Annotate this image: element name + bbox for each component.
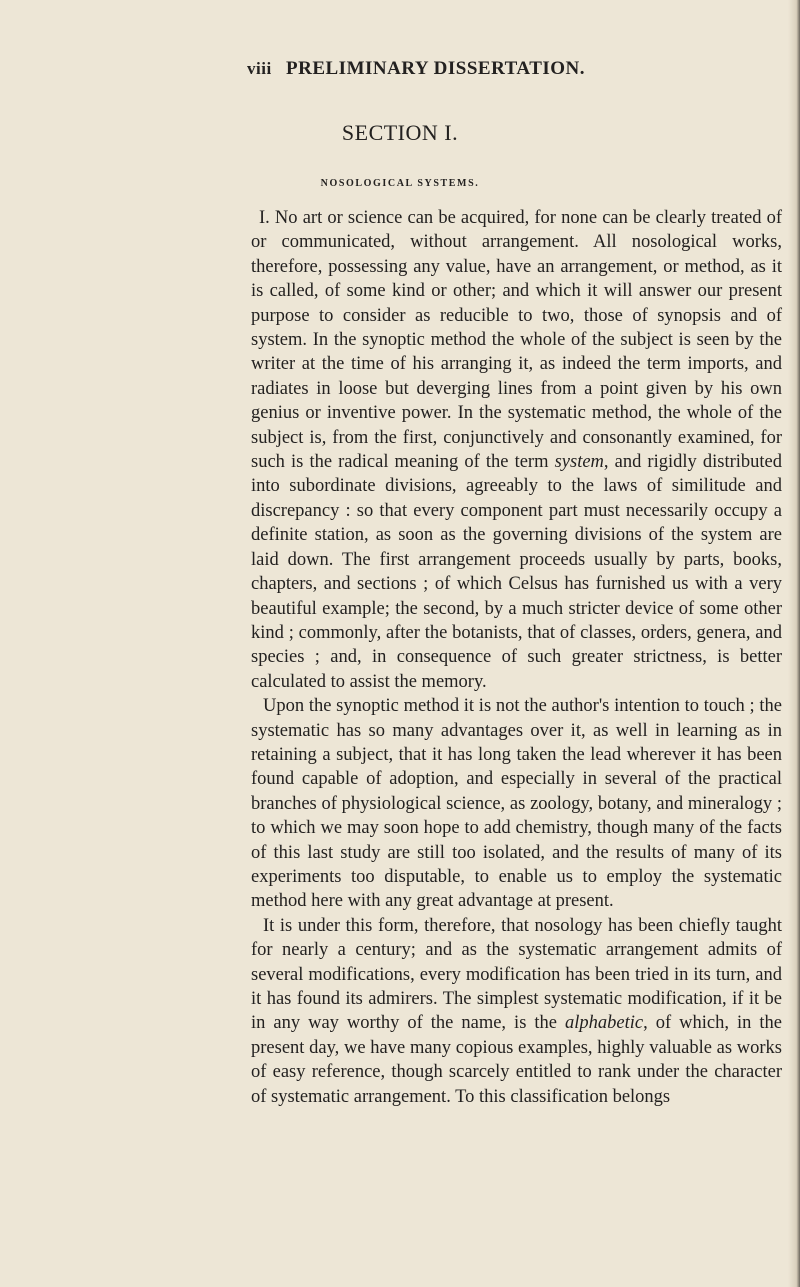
- paragraph-text: I. No art or science can be acquired, for none can be clearly treated of or communicated, without arrangement. All nosological works, therefore, possessing any value, have an arrangement, or method, as it is called, of some kind or other; and which it will answer our present purpose to consider as reducible to two, those of synopsis and of system. In the synoptic method the whole of the subject is seen by the writer at the time of his arranging it, as indeed the term imports, and radiates in loose but deverging lines from a point given by his own genius or inventive power. In the systematic method, the whole of the subject is, from the first, conjunctively and consonantly examined, for such is the radical meaning of the term: [251, 208, 782, 473]
- paragraph-text: Upon the synoptic method it is not the author's intention to touch ; the systematic has so many advantages over it, as well in learning as in retaining a subject, that it has long taken the lead wherever it has been found capable of adoption, and especially in several of the practical branches of physiological science, as zoology, botany, and mineralogy ; to which we may soon hope to add chemistry, though many of the facts of this last study are still too isolated, and the results of many of its experiments too disputable, to enable us to employ the systematic method here with any great advantage at present.: [251, 696, 782, 912]
- body-text: [251, 206, 782, 1109]
- section-subtitle: NOSOLOGICAL SYSTEMS.: [320, 178, 480, 189]
- running-header: [247, 58, 780, 86]
- page-number: viii: [247, 59, 272, 78]
- page-edge-shadow: [788, 0, 800, 1287]
- paragraph: [251, 914, 782, 1109]
- running-title: PRELIMINARY DISSERTATION.: [286, 58, 586, 79]
- paragraph-text: , and rigidly distributed into subordinate divisions, agreeably to the laws of similitude and discrepancy : so that every component part must necessarily occupy a definite station, as soon as the governing divisions of the system are laid down. The first arrangement proceeds usually by parts, books, chapters, and sections ; of which Celsus has furnished us with a very beautiful example; the second, by a much stricter device of some other kind ; commonly, after the botanists, that of classes, orders, genera, and species ; and, in consequence of such greater strictness, is better calculated to assist the memory.: [251, 452, 782, 692]
- section-title: SECTION I.: [341, 120, 459, 145]
- paragraph-text: , of which, in the present day, we have many copious examples, highly valuable as works of easy reference, though scarcely entitled to rank under the character of systematic arrangement. To this classification belongs: [251, 1013, 782, 1107]
- emphasis-text: system: [554, 452, 604, 473]
- paragraph-text: It is under this form, therefore, that nosology has been chiefly taught for nearly a century; and as the systematic arrangement admits of several modifications, every modification has been tried in its turn, and it has found its admirers. The simplest systematic modification, if it be in any way worthy of the name, is the: [251, 915, 782, 1034]
- emphasis-text: alphabetic: [565, 1013, 644, 1034]
- paragraph: [251, 206, 782, 694]
- paragraph: [251, 694, 782, 914]
